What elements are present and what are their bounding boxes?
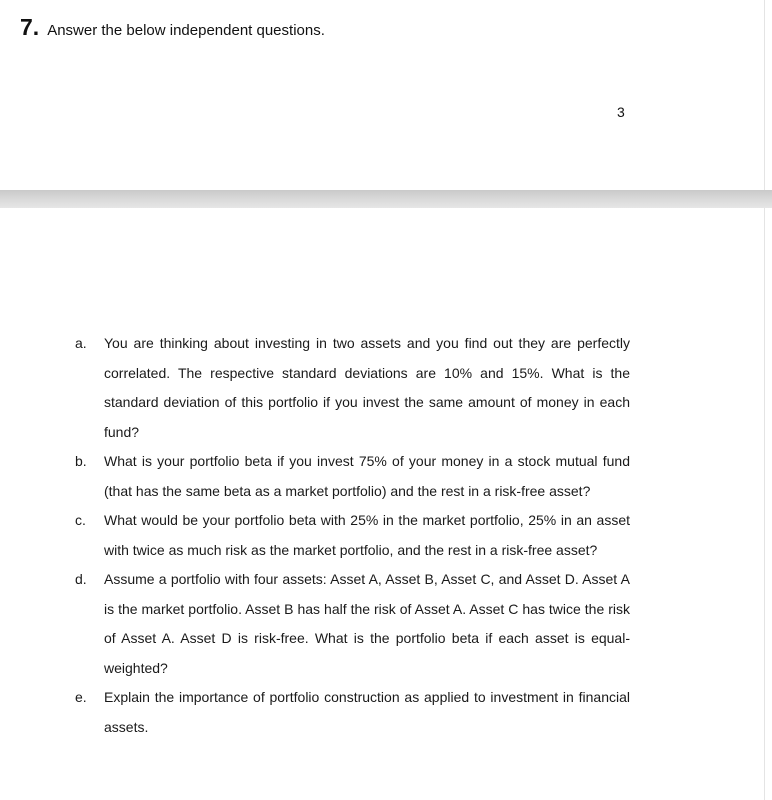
page-separator (0, 190, 772, 208)
sub-question-letter: d. (75, 571, 87, 587)
sub-question-letter: c. (75, 512, 86, 528)
sub-question-text: What is your portfolio beta if you invest 75% of your money in a stock mutual fund (that has the same beta as a market portfolio) and the rest in a risk-free asset? (104, 453, 630, 499)
sub-question-text: What would be your portfolio beta with 25% in the market portfolio, 25% in an asset with twice as much risk as the market portfolio, and the rest in a risk-free asset? (104, 512, 630, 558)
sub-question-d (0, 565, 764, 683)
sub-question-c (0, 506, 764, 565)
sub-question-letter: e. (75, 689, 87, 705)
sub-question-text: Assume a portfolio with four assets: Asset A, Asset B, Asset C, and Asset D. Asset A is the market portfolio. Asset B has half the risk of Asset A. Asset C has twice the risk of Asset A. Asset D is risk-free. What is the portfolio beta if each asset is equal-weighted? (104, 571, 630, 676)
sub-question-letter: a. (75, 335, 87, 351)
sub-question-text: You are thinking about investing in two assets and you find out they are perfectly correlated. The respective standard deviations are 10% and 15%. What is the standard deviation of this portfolio if you invest the same amount of money in each fund? (104, 335, 630, 440)
sub-question-letter: b. (75, 453, 87, 469)
question-title: Answer the below independent questions. (47, 22, 325, 39)
sub-question-e (0, 683, 764, 742)
sub-question-a (0, 329, 764, 447)
question-header-card (0, 0, 765, 190)
sub-question-b (0, 447, 764, 506)
question-points: 3 (617, 104, 625, 120)
sub-question-text: Explain the importance of portfolio construction as applied to investment in financial assets. (104, 689, 630, 735)
question-body-card (0, 208, 765, 800)
question-number: 7. (20, 14, 40, 40)
sub-question-list (0, 329, 764, 742)
question-header (20, 14, 325, 41)
